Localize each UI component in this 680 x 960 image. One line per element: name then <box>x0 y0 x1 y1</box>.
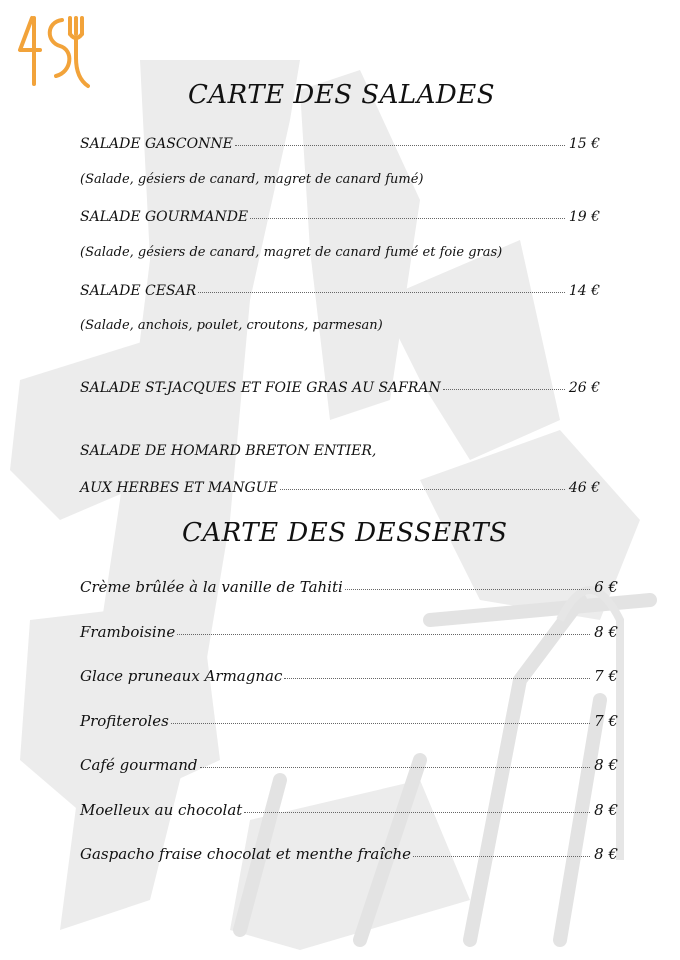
dot-leader <box>198 292 565 293</box>
dot-leader <box>250 218 565 219</box>
dessert-price: 8 € <box>594 801 618 819</box>
dessert-item <box>80 578 618 596</box>
dot-leader <box>244 812 590 813</box>
dessert-item <box>80 756 618 774</box>
salad-price: 15 € <box>568 136 600 152</box>
dot-leader <box>171 723 590 724</box>
salad-description: (Salade, anchois, poulet, croutons, parmesan) <box>80 318 383 333</box>
dessert-item <box>80 667 618 685</box>
salad-name-line1: SALADE DE HOMARD BRETON ENTIER, <box>80 443 377 459</box>
dessert-name: Glace pruneaux Armagnac <box>80 667 283 685</box>
dessert-name: Moelleux au chocolat <box>80 801 243 819</box>
desserts-heading: CARTE DES DESSERTS <box>182 518 508 548</box>
dessert-item <box>80 845 618 863</box>
salad-item-cesar <box>80 283 600 299</box>
dessert-item <box>80 801 618 819</box>
dessert-name: Crème brûlée à la vanille de Tahiti <box>80 578 343 596</box>
dot-leader <box>200 767 591 768</box>
dessert-price: 7 € <box>594 712 618 730</box>
dessert-name: Profiteroles <box>80 712 169 730</box>
dessert-name: Framboisine <box>80 623 176 641</box>
dot-leader <box>280 489 565 490</box>
salad-price: 14 € <box>568 283 600 299</box>
dot-leader <box>413 856 590 857</box>
salad-description: (Salade, gésiers de canard, magret de canard fumé et foie gras) <box>80 245 503 260</box>
dot-leader <box>177 634 590 635</box>
dessert-name: Café gourmand <box>80 756 198 774</box>
salad-name: SALADE CESAR <box>80 283 197 299</box>
dessert-price: 8 € <box>594 756 618 774</box>
salad-item-gourmande <box>80 209 600 225</box>
dot-leader <box>345 589 590 590</box>
dessert-price: 6 € <box>594 578 618 596</box>
dot-leader <box>235 145 565 146</box>
salad-price: 19 € <box>568 209 600 225</box>
salad-price: 46 € <box>568 480 600 496</box>
salad-item-homard <box>80 480 600 496</box>
salad-item-st-jacques <box>80 380 600 396</box>
dessert-price: 8 € <box>594 623 618 641</box>
dot-leader <box>443 389 565 390</box>
cutlery-logo-icon <box>16 12 90 92</box>
salad-name: SALADE GOURMANDE <box>80 209 249 225</box>
salad-name: SALADE GASCONNE <box>80 136 233 152</box>
salad-name: SALADE ST-JACQUES ET FOIE GRAS AU SAFRAN <box>80 380 441 396</box>
dessert-name: Gaspacho fraise chocolat et menthe fraîche <box>80 845 412 863</box>
dot-leader <box>284 678 590 679</box>
salad-description: (Salade, gésiers de canard, magret de canard fumé) <box>80 172 424 187</box>
salad-name: AUX HERBES ET MANGUE <box>80 480 278 496</box>
dessert-price: 8 € <box>594 845 618 863</box>
dessert-price: 7 € <box>594 667 618 685</box>
salad-price: 26 € <box>568 380 600 396</box>
dessert-item <box>80 623 618 641</box>
salads-heading: CARTE DES SALADES <box>188 80 496 110</box>
salad-item-gasconne <box>80 136 600 152</box>
dessert-item <box>80 712 618 730</box>
